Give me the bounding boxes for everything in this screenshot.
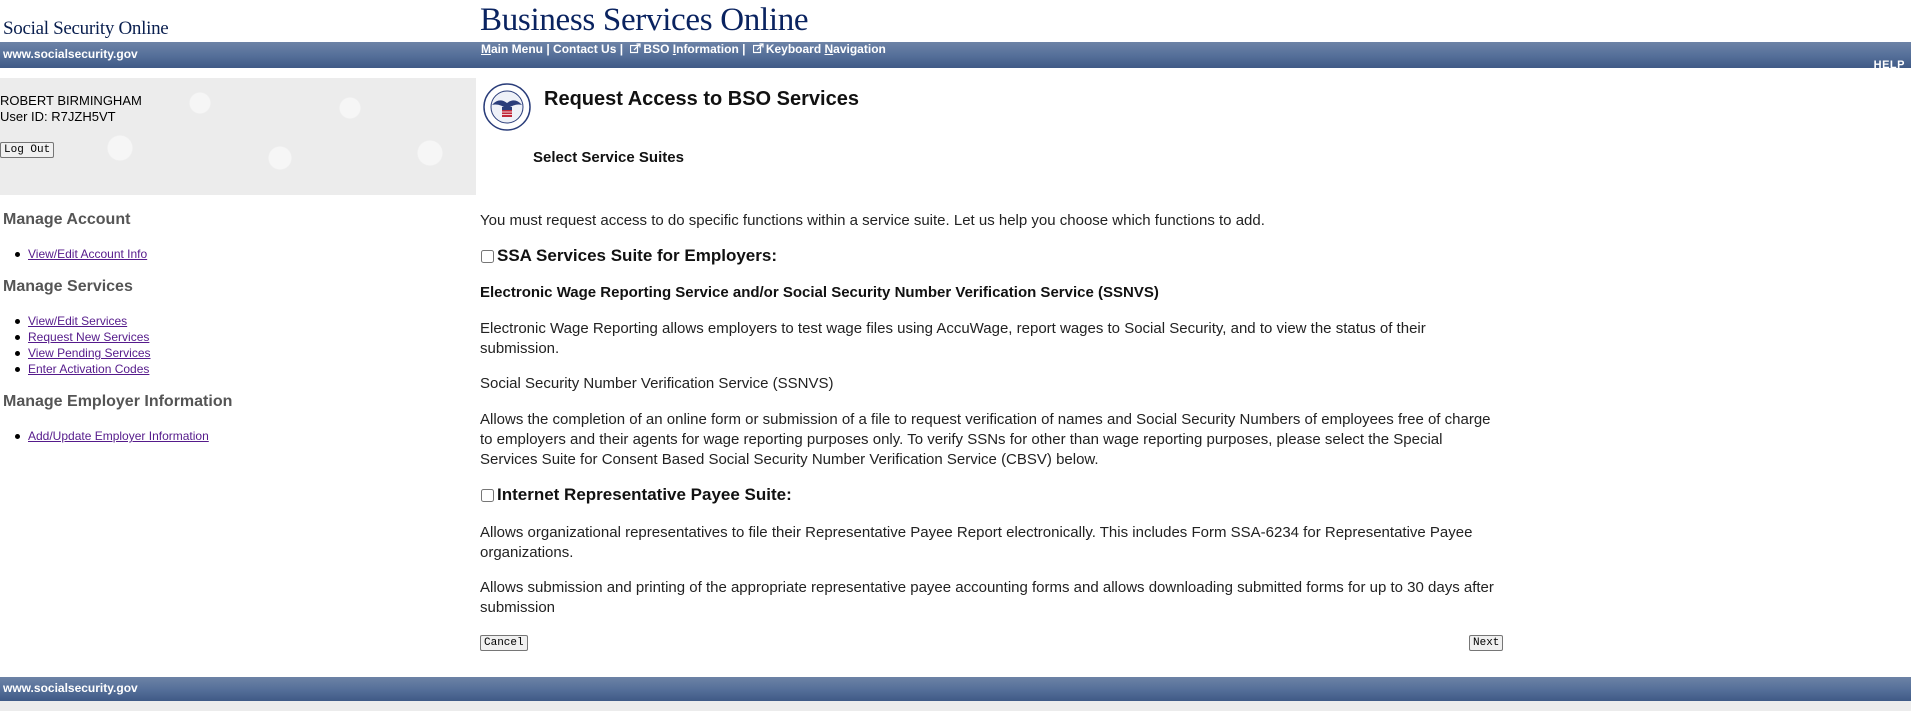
rep-payee-suite-label: Internet Representative Payee Suite: — [497, 485, 792, 504]
ssnvs-name: Social Security Number Verification Service (SSNVS) — [480, 375, 834, 392]
footer-bar — [0, 677, 1911, 701]
help-link[interactable]: HELP — [1873, 59, 1905, 71]
bso-info-label-b: nformation — [676, 42, 739, 56]
manage-employer-info-heading: Manage Employer Information — [3, 393, 233, 410]
manage-employer-info-list — [28, 428, 209, 444]
nav-separator: | — [616, 42, 627, 56]
list-item — [28, 361, 151, 377]
rep-payee-description-2: Allows submission and printing of the appropriate representative payee accounting forms and allows downloading submitted forms for up to 30 days after submission — [480, 579, 1494, 616]
ssa-employers-suite-label: SSA Services Suite for Employers: — [497, 246, 777, 265]
view-edit-services-link[interactable]: View/Edit Services — [28, 314, 128, 328]
manage-account-list — [28, 246, 147, 262]
main-menu-accesskey: M — [481, 42, 491, 56]
bso-info-accesskey: I — [672, 42, 677, 56]
keyboard-label-a: Keyboard — [765, 42, 825, 56]
header — [0, 0, 1911, 42]
list-item — [28, 329, 151, 345]
ssa-seal-icon — [483, 83, 531, 131]
keyboard-label-b: avigation — [833, 42, 886, 56]
next-button[interactable]: Next — [1469, 635, 1503, 651]
log-out-button[interactable]: Log Out — [0, 142, 54, 158]
user-id: User ID: R7JZH5VT — [0, 109, 116, 124]
ssa-employers-suite[interactable] — [480, 246, 777, 266]
manage-services-heading: Manage Services — [3, 278, 133, 295]
contact-us-link[interactable]: Contact Us — [553, 42, 617, 56]
ssa-logo-title[interactable]: Social Security Online — [3, 18, 169, 39]
nav-separator: | — [543, 42, 554, 56]
header-bar — [0, 42, 1911, 71]
user-info-panel — [0, 78, 476, 195]
request-new-services-link[interactable]: Request New Services — [28, 330, 150, 344]
view-edit-account-info-link[interactable]: View/Edit Account Info — [28, 247, 148, 261]
list-item — [28, 428, 209, 444]
section-subtitle: Select Service Suites — [533, 149, 684, 166]
manage-services-list — [28, 313, 151, 377]
cancel-button[interactable]: Cancel — [480, 635, 528, 651]
bso-info-label-a: BSO — [643, 42, 673, 56]
ssa-employers-suite-checkbox[interactable] — [481, 250, 494, 263]
rep-payee-suite-checkbox[interactable] — [481, 489, 494, 502]
list-item — [28, 246, 147, 262]
user-name: ROBERT BIRMINGHAM — [0, 93, 142, 108]
bso-information-link[interactable] — [643, 42, 738, 56]
ewr-ssnvs-heading: Electronic Wage Reporting Service and/or Social Security Number Verification Service (SSNVS) — [480, 284, 1159, 301]
external-link-icon — [630, 43, 641, 54]
main-menu-link[interactable] — [481, 42, 543, 56]
nav-separator: | — [738, 42, 749, 56]
ssnvs-description: Allows the completion of an online form or submission of a file to request verification of names and Social Security Numbers of employees free of charge to employers and their agents for wage reporting purposes only. To verify SSNs for other than wage reporting purposes, please select the Special Services Suite for Consent Based Social Security Number Verification Service (CBSV) below. — [480, 411, 1491, 468]
ewr-description: Electronic Wage Reporting allows employers to test wage files using AccuWage, report wages to Social Security, and to view the status of their submission. — [480, 320, 1426, 357]
external-link-icon — [753, 43, 764, 54]
page-title: Request Access to BSO Services — [544, 88, 859, 110]
rep-payee-description-1: Allows organizational representatives to file their Representative Payee Report electronically. This includes Form SSA-6234 for Representative Payee organizations. — [480, 524, 1473, 561]
top-nav — [481, 42, 886, 56]
add-update-employer-info-link[interactable]: Add/Update Employer Information — [28, 429, 209, 443]
header-site-url[interactable]: www.socialsecurity.gov — [3, 47, 138, 61]
footer-strip — [0, 701, 1911, 711]
intro-text: You must request access to do specific functions within a service suite. Let us help you choose which functions to add. — [480, 212, 1265, 229]
list-item — [28, 313, 151, 329]
keyboard-accesskey: N — [824, 42, 834, 56]
enter-activation-codes-link[interactable]: Enter Activation Codes — [28, 362, 150, 376]
main-menu-label: ain Menu — [491, 42, 544, 56]
rep-payee-suite[interactable] — [480, 485, 792, 505]
keyboard-navigation-link[interactable] — [766, 42, 886, 56]
manage-account-heading: Manage Account — [3, 211, 131, 228]
view-pending-services-link[interactable]: View Pending Services — [28, 346, 151, 360]
bso-title: Business Services Online — [480, 2, 809, 38]
footer-site-url[interactable]: www.socialsecurity.gov — [3, 681, 138, 695]
list-item — [28, 345, 151, 361]
